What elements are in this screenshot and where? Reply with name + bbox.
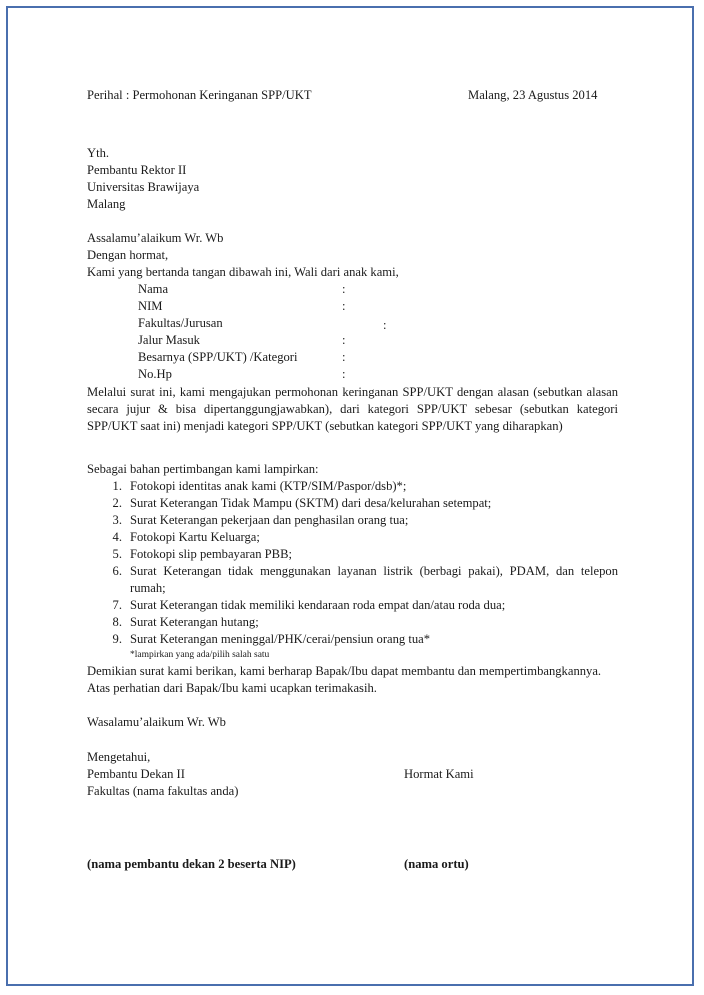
body-paragraph: Melalui surat ini, kami mengajukan permohonan keringanan SPP/UKT dengan alasan (sebutkan alasan secara jujur & bisa dipertanggungjawabkan), dari kategori SPP/UKT sebesar (sebutkan kategori SPP/UKT saat ini) menjadi kategori SPP/UKT (sebutkan kategori SPP/UKT yang diharapkan) <box>87 385 618 433</box>
list-item: Fotokopi slip pembayaran PBB; <box>130 547 292 561</box>
closing-salam: Wasalamu’alaikum Wr. Wb <box>87 715 226 729</box>
list-item: Surat Keterangan hutang; <box>130 615 259 629</box>
opening-intro: Kami yang bertanda tangan dibawah ini, Wali dari anak kami, <box>87 265 399 279</box>
list-item: Surat Keterangan pekerjaan dan penghasilan orang tua; <box>130 513 409 527</box>
recipient-line-4: Malang <box>87 197 126 211</box>
list-item-number: 7. <box>112 598 122 612</box>
field-label: NIM <box>138 299 163 313</box>
closing-line-2: Atas perhatian dari Bapak/Ibu kami ucapkan terimakasih. <box>87 681 377 695</box>
field-colon: : <box>342 333 346 347</box>
field-label: Jalur Masuk <box>138 333 200 347</box>
footnote: *lampirkan yang ada/pilih salah satu <box>130 650 270 660</box>
letter-subject: Perihal : Permohonan Keringanan SPP/UKT <box>87 88 312 102</box>
recipient-line-1: Yth. <box>87 146 110 160</box>
list-item-number: 2. <box>112 496 122 510</box>
letter-place-date: Malang, 23 Agustus 2014 <box>468 88 598 102</box>
list-item: Fotokopi identitas anak kami (KTP/SIM/Paspor/dsb)*; <box>130 479 407 493</box>
list-item-number: 6. <box>112 564 122 578</box>
field-label: Nama <box>138 282 169 296</box>
signature-right-line-1: Hormat Kami <box>404 767 474 781</box>
list-item: Fotokopi Kartu Keluarga; <box>130 530 260 544</box>
closing-line-1: Demikian surat kami berikan, kami berharap Bapak/Ibu dapat membantu dan mempertimbangkannya. <box>87 664 602 678</box>
field-colon: : <box>342 282 346 296</box>
field-colon: : <box>342 367 346 381</box>
field-colon: : <box>342 350 346 364</box>
signature-right-name: (nama ortu) <box>404 857 469 871</box>
list-item: Surat Keterangan Tidak Mampu (SKTM) dari desa/kelurahan setempat; <box>130 496 492 510</box>
opening-greeting: Dengan hormat, <box>87 248 169 262</box>
attachments-intro: Sebagai bahan pertimbangan kami lampirkan: <box>87 462 319 476</box>
signature-left-line-1: Mengetahui, <box>87 750 151 764</box>
signature-left-name: (nama pembantu dekan 2 beserta NIP) <box>87 857 296 871</box>
list-item-number: 4. <box>112 530 122 544</box>
opening-salam: Assalamu’alaikum Wr. Wb <box>87 231 224 245</box>
signature-left-line-2: Pembantu Dekan II <box>87 767 185 781</box>
field-label: No.Hp <box>138 367 172 381</box>
field-colon: : <box>342 299 346 313</box>
recipient-line-3: Universitas Brawijaya <box>87 180 200 194</box>
list-item-number: 8. <box>112 615 122 629</box>
list-item-number: 9. <box>112 632 122 646</box>
field-label: Besarnya (SPP/UKT) /Kategori <box>138 350 298 364</box>
list-item-number: 1. <box>112 479 122 493</box>
list-item-number: 3. <box>112 513 122 527</box>
signature-left-line-3: Fakultas (nama fakultas anda) <box>87 784 239 798</box>
list-item: Surat Keterangan tidak menggunakan layanan listrik (berbagi pakai), PDAM, dan telepon rumah; <box>130 564 618 595</box>
field-label: Fakultas/Jurusan <box>138 316 223 330</box>
list-item: Surat Keterangan meninggal/PHK/cerai/pensiun orang tua* <box>130 632 431 646</box>
recipient-line-2: Pembantu Rektor II <box>87 163 187 177</box>
list-item: Surat Keterangan tidak memiliki kendaraan roda empat dan/atau roda dua; <box>130 598 506 612</box>
list-item-number: 5. <box>112 547 122 561</box>
field-colon: : <box>383 318 387 332</box>
